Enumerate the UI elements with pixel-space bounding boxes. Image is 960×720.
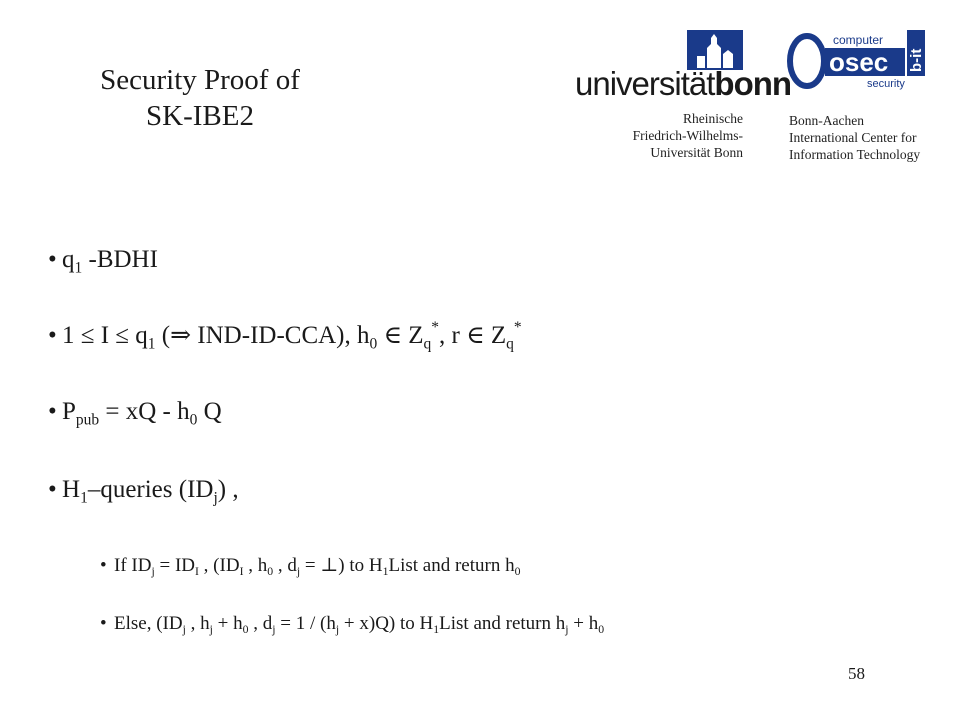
title-line-1: Security Proof of bbox=[100, 64, 300, 96]
bonn-wordmark bbox=[575, 66, 791, 102]
bonn-building-icon bbox=[687, 30, 743, 70]
university-bonn-logo bbox=[575, 28, 792, 160]
cosec-osec-text: osec bbox=[829, 47, 889, 77]
cosec-logo-icon bbox=[785, 28, 935, 90]
bullet-index-range: • $1 \le I \le q_1$ (⇒ IND-ID-CCA), $h_0$ ∈ $Z_q^*$, r ∈ $Z_q^*$ bbox=[48, 319, 522, 353]
cosec-computer-text: computer bbox=[833, 33, 884, 47]
bonn-subtitle bbox=[633, 110, 743, 161]
bullet-h1-queries: • $H_1$–queries $(ID_j)$ , bbox=[48, 476, 239, 507]
title-line-2: SK-IBE2 bbox=[146, 100, 254, 132]
subbullet-if: • If $ID_j = ID_I$ , ($ID_I$ , $h_0$ , $d_j$ = ⊥) to $H_1List$ and return $h_0$ bbox=[100, 555, 521, 579]
bit-subtitle bbox=[789, 112, 920, 163]
bullet-ppub: • $P_{pub}$ = xQ - $h_0$ Q bbox=[48, 398, 222, 429]
bonn-sub-line-1: Rheinische bbox=[683, 111, 743, 126]
bit-sub-line-3: Information Technology bbox=[789, 147, 921, 162]
bonn-wordmark-regular: universität bbox=[575, 65, 715, 102]
page-number: 58 bbox=[848, 664, 865, 683]
bonn-sub-line-2: Friedrich-Wilhelms- bbox=[632, 128, 743, 143]
subbullet-else: • Else, ($ID_j$ , $h_j + h_0$ , $d_j = 1 / (h_j + x)Q$) to $H_1List$ and return $h_j + h_0$ bbox=[100, 613, 605, 637]
cosec-bit-text: b-it bbox=[908, 48, 925, 72]
bit-sub-line-1: Bonn-Aachen bbox=[789, 113, 864, 128]
bonn-sub-line-3: Universität Bonn bbox=[650, 145, 743, 160]
slide-title bbox=[60, 62, 340, 134]
cosec-security-text: security bbox=[867, 78, 905, 90]
bit-sub-line-2: International Center for bbox=[789, 130, 917, 145]
bullet-bdhi: • $q_1$ -BDHI bbox=[48, 246, 158, 277]
cosec-bit-logo bbox=[785, 28, 945, 162]
bonn-wordmark-bold: bonn bbox=[714, 65, 792, 102]
